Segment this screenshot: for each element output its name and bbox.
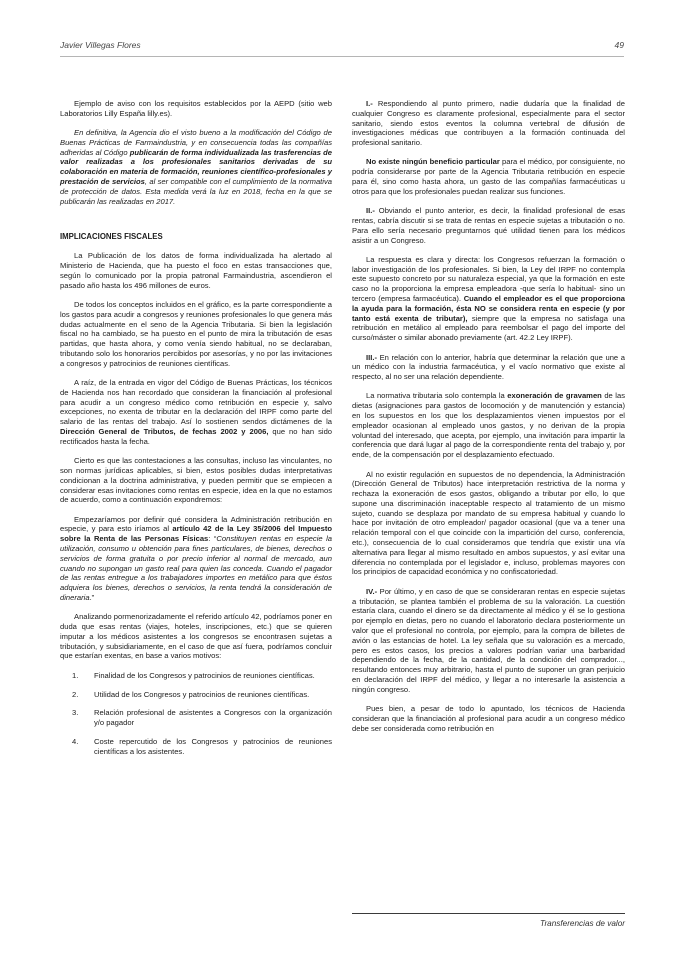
text-run-bold: I.- xyxy=(366,99,373,108)
text-run-bold: III.- xyxy=(366,352,377,362)
text-run-italic: Constituyen rentas en especie la utilización, consumo u obtención para fines particulares, de bienes, derechos o servicios de forma gratuita o por precio inferior al normal de mercado, aun cuando no supongan un gasto real para quien las conceda. Cuando el pagador de las rentas entregue a los trabajadores importes en metálico para que éstos adquiera los bienes, derechos o servicios, la renta tendrá la consideración de dineraria xyxy=(60,534,332,602)
numbered-list xyxy=(60,671,332,757)
text-run: , al ser compatible con el cumplimiento de la normativa de protección de datos. Esta medida verá la luz en 2018, fecha en la que se publicarán las realizadas en 2017. xyxy=(60,177,332,206)
list-number: 3. xyxy=(72,708,79,718)
list-text: Utilidad de los Congresos y patrocinios de reuniones científicas. xyxy=(94,689,310,699)
text-run-bold: No existe ningún beneficio particular xyxy=(366,157,500,167)
footer-rule xyxy=(352,913,625,914)
text-run-bold: II.- xyxy=(366,206,375,216)
text-run: Empezaríamos por definir qué considera la Administración retribución en especie, y para esto iríamos al xyxy=(60,514,332,534)
list-item xyxy=(60,708,332,728)
list-item xyxy=(60,690,332,700)
figure-caption: Ejemplo de aviso con los requisitos establecidos por la AEPD (sitio web Laboratorios Lilly España lilly.es). xyxy=(60,99,332,118)
paragraph: Cierto es que las contestaciones a las consultas, incluso las vinculantes, no son normas jurídicas aplicables, si bien, estos posibles dudas interpretativas condicionan a la doctrina administrativa, y pueden permitir que se empiecen a considerar esas invitaciones como rentas en especie, idea en la que no estamos de acuerdo, como a continuación expondremos: xyxy=(60,456,332,505)
text-run: que no han sido rectificados hasta la fecha. xyxy=(60,427,333,446)
paragraph xyxy=(352,99,625,148)
section-heading: IMPLICACIONES FISCALES xyxy=(60,232,163,242)
paragraph xyxy=(60,378,332,447)
list-item xyxy=(60,737,332,757)
text-run: Respondiendo al punto primero, nadie dudaría que la finalidad de cualquier Congreso es claramente profesional, especialmente para el sector sanitario, siendo estos eventos la columna vertebral de difusión de investigaciones médicas que contribuyen a la formación continuada del profesional sanitario. xyxy=(352,99,625,148)
paragraph: De todos los conceptos incluidos en el gráfico, es la parte correspondiente a los gastos para acudir a congresos y reuniones profesionales lo que genera más dudas actualmente en el seno de la Agencia Tributaria. Si bien la legislación fiscal no ha cambiado, se ha puesto en el punto de mira la tributación de esas partidas, que hasta ahora, y como venía siendo habitual, no se declaraban, tributando solo los honorarios percibidos por asesorías, y no por las invitaciones a congresos y patrocinios de reuniones científicas. xyxy=(60,299,332,368)
paragraph xyxy=(60,128,332,206)
text-run: Por último, y en caso de que se consideraran rentas en especie sujetas a tributación, se plantea también el problema de su la valoración. La cuestión estaría clara, cuando el dinero se da directamente al médico y él se lo gestiona por ejemplo en dietas, pero no cuando el laboratorio declara posteriormente un valor que el profesional no controla, por ejemplo, para la compra de billetes de avión o las estancias de hotel. La ley señala que su valoración es a mercado, pero es estos casos, los precios a valores podrían variar una barbaridad dependiendo de la fecha, de la cantidad, de la condición del comprador..., resultando entonces muy arbitrario, hasta el punto de suponer un gran perjuicio en declaración del IRPF del médico, y llegar a no interesarle la asistencia a ningún congreso. xyxy=(352,586,625,694)
list-text: Coste repercutido de los Congresos y patrocinios de reuniones científicas a los asistentes. xyxy=(94,736,332,756)
text-run: : “ xyxy=(208,534,217,544)
list-text: Finalidad de los Congresos y patrocinios de reuniones científicas. xyxy=(94,670,315,680)
paragraph xyxy=(352,206,625,245)
paragraph xyxy=(352,353,625,382)
text-run: En definitiva, la Agencia dio el visto bueno a la modificación del Código de Buenas Prácticas de Farmaindustria, y en consecuencia todas las compañías adheridas al Código xyxy=(60,128,332,157)
list-text: Relación profesional de asistentes a Congresos con la organización y/o pagador xyxy=(94,708,332,728)
left-column xyxy=(60,99,332,766)
paragraph xyxy=(60,515,332,603)
right-column xyxy=(352,99,625,743)
text-run-bold: artículo 42 de la Ley 35/2006 del Impuesto sobre la Renta de las Personas Físicas xyxy=(60,524,332,544)
page-number: 49 xyxy=(614,40,624,50)
paragraph: Pues bien, a pesar de todo lo apuntado, los técnicos de Hacienda consideran que la financiación al profesional para acudir a un congreso médico debe ser considerada como retribución en xyxy=(352,704,625,733)
text-run: para el médico, por consiguiente, no podría considerarse por parte de la Agencia Tributaria retribución en especie para él, sino como hasta ahora, un gasto de las compañías farmacéuticas u otros para que los profesionales puedan realizar sus funciones. xyxy=(352,157,626,196)
text-run-bold: publicarán de forma individualizada las trasferencias de valor realizadas a los profesionales sanitarios derivadas de su colaboración en materia de formación, reuniones científico-profesionales y prestación de servicios xyxy=(60,147,332,187)
running-footer-title: Transferencias de valor xyxy=(540,919,625,928)
text-run-bold: IV.- xyxy=(366,586,378,596)
list-item xyxy=(60,671,332,681)
text-run-bold: exoneración de gravamen xyxy=(507,391,602,401)
text-run: En relación con lo anterior, habría que determinar la relación que une a un médico con la industria farmacéutica, y el vacío normativo que existe al respecto, al no ser una relación dependiente. xyxy=(352,352,625,382)
paragraph xyxy=(352,157,625,196)
text-run: A raíz, de la entrada en vigor del Código de Buenas Prácticas, los técnicos de Hacienda nos han recordado que consideran la financiación al profesional para acudir a un congreso médico como retribución en especie y, salvo excepciones, no exenta de tributar en la declaración del IRPF como parte del salario de las rentas del trabajo. Así lo sostienen sendos dictámenes de la xyxy=(60,378,332,427)
text-run: .” xyxy=(89,592,95,602)
paragraph: Analizando pormenorizadamente el referido artículo 42, podríamos poner en duda que esas rentas (viajes, hoteles, inscripciones, etc.) que se quieren imputar a los médicos asistentes a los congresos se encontrasen sujetas a tributación, y subsidiariamente, en el caso de que así fuera, podríamos concluir que estarían exentas, en base a varios motivos: xyxy=(60,612,332,661)
list-number: 2. xyxy=(72,689,79,699)
text-run-bold: Cuando el empleador es el que proporciona la ayuda para la formación, ésta NO se considera renta en especie (y por tanto está exenta de tributar), xyxy=(352,294,625,323)
paragraph xyxy=(352,587,625,695)
running-header-author: Javier Villegas Flores xyxy=(60,40,141,50)
paragraph xyxy=(352,391,625,460)
paragraph xyxy=(352,255,625,343)
paragraph: La Publicación de los datos de forma individualizada ha alertado al Ministerio de Hacienda, que ha puesto el foco en estas transacciones que, según lo comunicado por la propia patronal Farmaindustria, ascendieron el pasado año hasta los 496 millones de euros. xyxy=(60,251,332,290)
list-number: 4. xyxy=(72,736,79,746)
paragraph: Al no existir regulación en supuestos de no dependencia, la Administración (Dirección General de Tributos) hace interpretación restrictiva de la norma y rechaza la exoneración de esos gastos, obligando a tributar por ello, lo que supone una discriminación inaceptable respecto al tratamiento de un mismo sujeto, cuando se desplaza por mandato de su empresa habitual y cuando lo hace por invitación de otro empleador/ pagador ocasional (que va a tener una relación temporal con el que coincide con la impartición del curso, conferencia, etc.), consecuencia de lo cual consideramos que tendría que existir una vía alternativa para llegar al mismo resultado en ambos supuestos, y así evitar una diferencia no contemplada por el legislador e, incluso, problemas mayores con los principios de capacidad económica y no confiscatoriedad. xyxy=(352,469,625,577)
text-run: La respuesta es clara y directa: los Congresos refuerzan la formación o labor investigación de los profesionales. Si bien, la Ley del IRPF no contempla este supuesto concreto por su naturaleza especial, ya que la formación en este caso no la proporciona la empresa empleadora -que sería lo habitual- sino un tercero (empresa farmacéutica). xyxy=(352,254,625,304)
text-run: Obviando el punto anterior, es decir, la finalidad profesional de esas rentas, cabría discutir si se trata de rentas en especie sujetas a tributación o no. Para ello sería necesario preguntarnos qué utilidad tienen para los médicos asistir a un Congreso. xyxy=(352,206,625,245)
header-rule xyxy=(60,56,624,57)
text-run-bold: Dirección General de Tributos, de fechas 2002 y 2006, xyxy=(60,427,269,437)
list-number: 1. xyxy=(72,670,79,680)
text-run: de las dietas (asignaciones para gastos de locomoción y de manutención y estancia) en los supuestos en los que los desplazamientos vienen impuestos por el empleador ocasionan al empleado unos gastos, y no derivan de la propia voluntad del interesado, que acepta, por ejemplo, una invitación para impartir la conferencia que dará lugar al pago de la correspondiente renta del trabajo y, por ende, de la compensación por el desplazamiento efectuado. xyxy=(352,391,625,460)
text-run: La normativa tributaria solo contempla la xyxy=(366,391,508,401)
text-run: siempre que la empresa no satisfaga una retribución en metálico al empleado para reembolsar el pago del importe del curso/máster o similar abonado previamente (art. 42.2 Ley IRPF). xyxy=(352,313,625,343)
